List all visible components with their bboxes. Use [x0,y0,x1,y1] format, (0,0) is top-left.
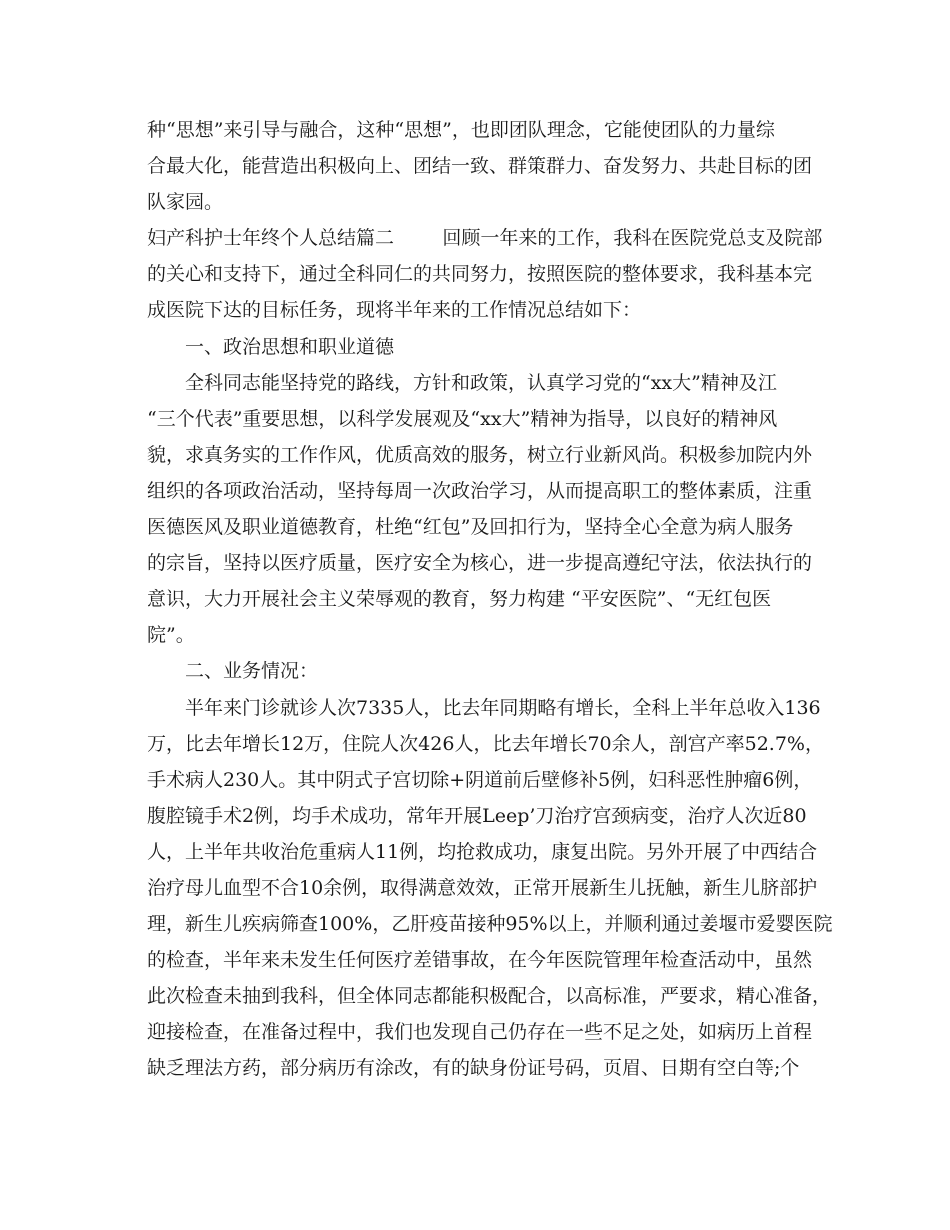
text-line: 理，新生儿疾病筛查100%，乙肝疫苗接种95%以上，并顺利通过姜堰市爱婴医院 [147,913,833,936]
text-line: 腹腔镜手术2例，均手术成功，常年开展Leep’刀治疗宫颈病变，治疗人次近80 [147,804,807,827]
text-line: 种“思想”来引导与融合，这种“思想”，也即团队理念，它能使团队的力量综 [147,119,775,141]
section-title-line: 妇产科护士年终个人总结篇二 回顾一年来的工作，我科在医院党总支及院部 [147,227,823,250]
text-line: 全科同志能坚持党的路线，方针和政策，认真学习党的“xx大”精神及江 [185,371,777,394]
text-line: 此次检查未抽到我科，但全体同志都能积极配合，以高标准，严要求，精心准备， [147,985,832,1008]
text-line: 队家园。 [147,191,224,214]
document-body [147,112,833,1087]
text-line: 成医院下达的目标任务，现将半年来的工作情况总结如下： [147,299,642,322]
text-line: 人，上半年共收治危重病人11例，均抢救成功，康复出院。另外开展了中西结合 [147,840,818,863]
text-line: 治疗母儿血型不合10余例，取得满意效效，正常开展新生儿抚触，新生儿脐部护 [147,876,818,899]
text-line: 意识，大力开展社会主义荣辱观的教育，努力构建 “平安医院”、“无红包医 [147,588,772,611]
text-line: 万，比去年增长12万，住院人次426人，比去年增长70余人，剖宫产率52.7%， [147,732,824,755]
heading-business: 二、业务情况： [185,660,319,683]
text-line: 组织的各项政治活动，坚持每周一次政治学习，从而提高职工的整体素质，注重 [147,479,813,502]
text-line: 缺乏理法方药，部分病历有涂改，有的缺身份证号码，页眉、日期有空白等;个 [147,1057,800,1080]
text-line: 的检查，半年来未发生任何医疗差错事故，在今年医院管理年检查活动中，虽然 [147,949,813,972]
text-line: 合最大化，能营造出积极向上、团结一致、群策群力、奋发努力、共赴目标的团 [147,155,813,178]
text-line: 医德医风及职业道德教育，杜绝“红包”及回扣行为，坚持全心全意为病人服务 [147,516,794,539]
text-line: 手术病人230人。其中阴式子宫切除+阴道前后壁修补5例，妇科恶性肿瘤6例， [147,768,813,791]
text-line: 的关心和支持下，通过全科同仁的共同努力，按照医院的整体要求，我科基本完 [147,263,813,286]
text-line: 半年来门诊就诊人次7335人，比去年同期略有增长，全科上半年总收入136 [185,696,821,719]
heading-political-ethics: 一、政治思想和职业道德 [185,335,395,358]
text-line: 院”。 [147,624,195,647]
text-line: 的宗旨，坚持以医疗质量，医疗安全为核心，进一步提高遵纪守法，依法执行的 [147,552,813,575]
text-line: “三个代表”重要思想，以科学发展观及“xx大”精神为指导，以良好的精神风 [147,407,778,430]
text-line: 迎接检查，在准备过程中，我们也发现自己仍存在一些不足之处，如病历上首程 [147,1021,813,1044]
text-line: 貌，求真务实的工作作风，优质高效的服务，树立行业新风尚。积极参加院内外 [147,443,813,466]
